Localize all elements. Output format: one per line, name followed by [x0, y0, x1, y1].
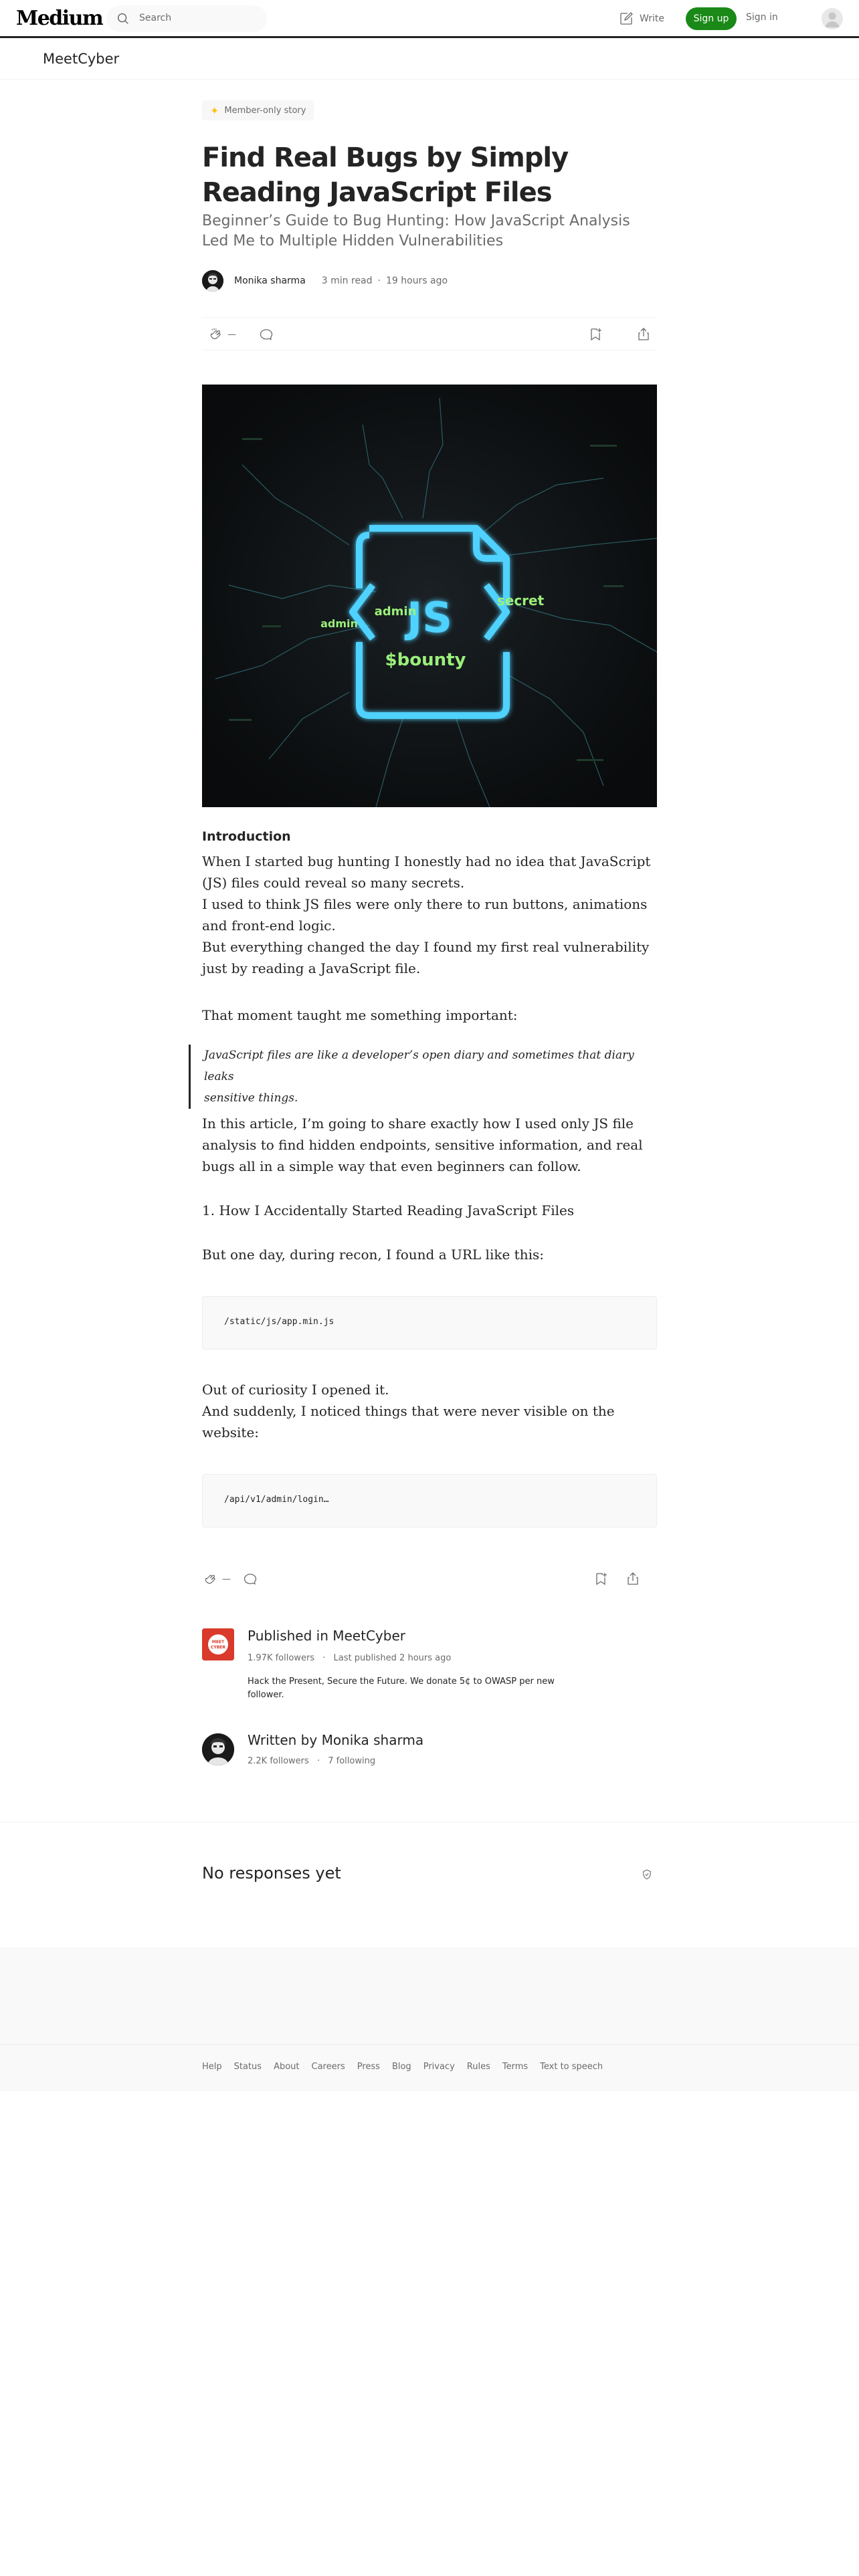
bookmark-add-icon — [587, 326, 603, 342]
quote-line: JavaScript files are like a developer’s open diary and sometimes that diary leaks — [204, 1049, 634, 1083]
sign-in-link[interactable]: Sign in — [746, 12, 778, 23]
footer-link-careers[interactable]: Careers — [311, 2062, 345, 2072]
user-avatar-icon[interactable] — [822, 8, 843, 29]
comment-icon — [258, 326, 274, 342]
paragraph-5 — [202, 1113, 657, 1177]
member-only-badge — [202, 100, 314, 120]
comment-icon — [242, 1571, 258, 1587]
write-icon — [618, 11, 634, 27]
publication-last-published: Last published 2 hours ago — [333, 1653, 452, 1663]
footer-links — [202, 2062, 603, 2072]
footer — [0, 2044, 859, 2091]
footer-link-text-to-speech[interactable]: Text to speech — [540, 2062, 603, 2072]
quote-line: sensitive things. — [204, 1091, 298, 1105]
clap-button-bottom[interactable] — [202, 1571, 231, 1587]
writer-avatar[interactable] — [202, 1733, 234, 1765]
star-icon: ✦ — [210, 104, 219, 117]
article-title: Find Real Bugs by Simply Reading JavaScript Files — [202, 142, 569, 208]
paragraph-6: But one day, during recon, I found a URL like this: — [202, 1247, 544, 1263]
publication-logo-text: MEET — [211, 1640, 225, 1644]
article-byline — [202, 266, 657, 296]
blockquote — [189, 1045, 657, 1109]
clap-button[interactable] — [207, 326, 236, 342]
comment-button[interactable] — [258, 326, 274, 342]
paragraph-7: Out of curiosity I opened it. — [202, 1382, 389, 1398]
separator-dot: · — [322, 1653, 326, 1663]
writer-meta — [248, 1756, 375, 1766]
article-subtitle: Beginner’s Guide to Bug Hunting: How JavaScript Analysis Led Me to Multiple Hidden Vulnerabilities — [202, 213, 630, 249]
paragraph-line: But everything changed the day I found my first real vulnerability — [202, 939, 650, 955]
footer-link-about[interactable]: About — [274, 2062, 300, 2072]
shield-icon[interactable] — [641, 1868, 653, 1881]
footer-link-terms[interactable]: Terms — [502, 2062, 529, 2072]
paragraph-line: In this article, I’m going to share exactly how I used only JS file — [202, 1115, 634, 1132]
publication-name-link[interactable]: MeetCyber — [43, 51, 120, 67]
search-icon — [116, 11, 130, 26]
write-button[interactable] — [618, 10, 664, 27]
publication-meta — [248, 1653, 451, 1663]
read-time: 3 min read — [321, 276, 373, 286]
clap-icon — [202, 1571, 218, 1587]
paragraph-1 — [202, 851, 657, 893]
footer-link-help[interactable]: Help — [202, 2062, 222, 2072]
write-label: Write — [640, 13, 664, 24]
list-number: 1. — [202, 1202, 219, 1218]
paragraph-line: and front-end logic. — [202, 918, 336, 934]
footer-link-press[interactable]: Press — [357, 2062, 380, 2072]
hero-admin-inner-label: admin — [374, 605, 417, 619]
clap-count: — — [227, 329, 236, 340]
publish-time: 19 hours ago — [385, 276, 448, 286]
search-placeholder: Search — [139, 13, 172, 23]
article-action-bar-top — [202, 317, 657, 350]
code-block-2: /api/v1/admin/login… — [202, 1474, 657, 1527]
bookmark-button[interactable] — [587, 326, 603, 342]
description-line: follower. — [248, 1690, 284, 1700]
writer-title-link[interactable]: Written by Monika sharma — [248, 1732, 424, 1748]
publication-description — [248, 1675, 595, 1702]
paragraph-line: (JS) files could reveal so many secrets. — [202, 875, 465, 891]
publication-logo-text: CYBER — [210, 1645, 226, 1650]
separator-dot: · — [316, 1756, 320, 1766]
share-icon — [625, 1571, 641, 1587]
bookmark-add-icon — [593, 1571, 609, 1587]
article-action-bar-bottom — [202, 1562, 657, 1596]
code-block-1: /static/js/app.min.js — [202, 1296, 657, 1350]
responses-heading: No responses yet — [202, 1864, 341, 1883]
publication-bar — [0, 38, 859, 80]
author-name-link[interactable]: Monika sharma — [234, 276, 306, 286]
publication-title-link[interactable]: Published in MeetCyber — [248, 1628, 405, 1644]
footer-link-privacy[interactable]: Privacy — [423, 2062, 455, 2072]
comment-button-bottom[interactable] — [242, 1571, 258, 1590]
hero-secret-label: secret — [496, 593, 545, 609]
writer-following[interactable]: 7 following — [328, 1756, 376, 1766]
search-box[interactable] — [106, 5, 267, 32]
section-heading-introduction: Introduction — [202, 829, 291, 844]
paragraph-line: website: — [202, 1424, 260, 1440]
recommendations-area — [0, 1947, 859, 2044]
paragraph-line: And suddenly, I noticed things that were never visible on the — [202, 1403, 615, 1419]
hero-js-label: JS — [407, 593, 452, 642]
publication-logo[interactable] — [202, 1628, 234, 1660]
footer-link-blog[interactable]: Blog — [391, 2062, 411, 2072]
publication-followers[interactable]: 1.97K followers — [248, 1653, 315, 1663]
clap-count: — — [222, 1574, 231, 1584]
author-avatar[interactable] — [202, 270, 223, 292]
paragraph-2 — [202, 893, 657, 936]
paragraph-line: I used to think JS files were only there to run buttons, animations — [202, 896, 648, 912]
paragraph-8 — [202, 1400, 657, 1443]
paragraph-line: bugs all in a simple way that even beginners can follow. — [202, 1158, 581, 1174]
clap-icon — [207, 326, 223, 342]
medium-logo[interactable]: Medium — [16, 7, 103, 30]
separator-dot: · — [377, 276, 381, 286]
numbered-list — [202, 1200, 657, 1221]
bookmark-button-bottom[interactable] — [593, 1571, 609, 1590]
member-badge-label: Member-only story — [224, 105, 306, 116]
share-button-bottom[interactable] — [625, 1571, 641, 1590]
writer-followers[interactable]: 2.2K followers — [248, 1756, 309, 1766]
paragraph-line: just by reading a JavaScript file. — [202, 960, 421, 976]
hero-admin-outer-label: admin — [320, 617, 358, 630]
footer-link-status[interactable]: Status — [233, 2062, 262, 2072]
list-item: How I Accidentally Started Reading JavaScript Files — [219, 1202, 575, 1218]
top-navigation-bar — [0, 0, 859, 38]
description-line: Hack the Present, Secure the Future. We donate 5¢ to OWASP per new — [248, 1677, 555, 1687]
footer-link-rules[interactable]: Rules — [466, 2062, 490, 2072]
share-icon — [636, 326, 652, 342]
sign-up-button[interactable]: Sign up — [686, 7, 737, 30]
paragraph-line: When I started bug hunting I honestly had no idea that JavaScript — [202, 853, 651, 869]
hero-bounty-label: $bounty — [385, 650, 466, 670]
share-button[interactable] — [636, 326, 652, 342]
hero-image — [202, 385, 657, 807]
paragraph-4: That moment taught me something important: — [202, 1007, 518, 1023]
paragraph-line: analysis to find hidden endpoints, sensitive information, and real — [202, 1137, 643, 1153]
paragraph-3 — [202, 936, 657, 979]
